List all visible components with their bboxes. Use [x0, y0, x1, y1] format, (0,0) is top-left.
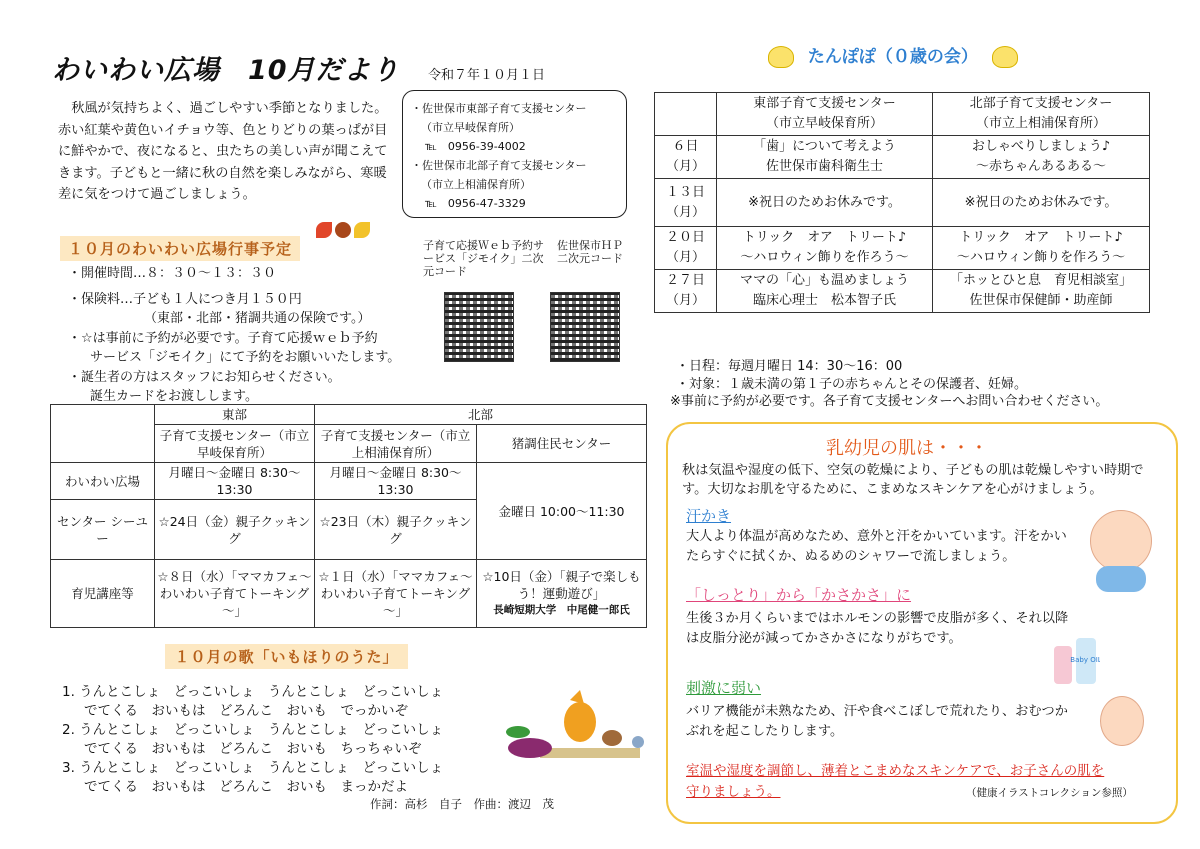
tp-col-east-sub: （市立早岐保育所）: [765, 116, 883, 131]
ichoshi-header: 猪調住民センター: [477, 425, 647, 463]
row-waiwai-label: わいわい広場: [51, 463, 155, 500]
tp-north-line2: 佐世保市保健師・助産師: [969, 293, 1113, 308]
tp-east-line1: ママの「心」も温めましょう: [739, 273, 909, 288]
song-line: でてくる おいもは どろんこ おいも でっかいぞ: [84, 703, 408, 719]
row-waiwai-north: 月曜日～金曜日 8:30～13:30: [315, 463, 477, 500]
skin-intro: 秋は気温や湿度の低下、空気の乾燥により、子どもの肌は乾燥しやすい時期です。大切なお肌を守るために、こまめなスキンケアを心がけましょう。: [682, 463, 1144, 497]
east-center-name: ・佐世保市東部子育て支援センター: [411, 102, 587, 115]
row-course-east: ☆８日（水）「ママカフェ～わいわい子育てトーキング～」: [155, 560, 315, 628]
east-center-sub: （市立早岐保育所）: [421, 121, 520, 134]
tp-east-line2: 佐世保市歯科衛生士: [765, 159, 883, 174]
skin-dryness-title: 「しっとり」から「かさかさ」に: [686, 586, 912, 604]
row-course-ichoshi-lecturer: 長崎短期大学 中尾健一郎氏: [493, 604, 630, 616]
col-east: 東部: [155, 405, 315, 425]
fox-sweet-potato-illustration: [500, 690, 650, 774]
song-line: 1. うんとこしょ どっこいしょ うんとこしょ どっこいしょ: [62, 684, 444, 700]
tp-date: ２０日: [665, 230, 705, 245]
hp-qr-code[interactable]: [550, 292, 620, 362]
row-course-ichoshi-text: ☆10日（金）「親子で楽しもう！運動遊び」: [482, 569, 641, 601]
col-north: 北部: [315, 405, 647, 425]
tp-note: ※事前に予約が必要です。各子育て支援センターへお問い合わせください。: [670, 394, 1109, 409]
tp-north-line1: ※祝日のためお休みです。: [964, 194, 1118, 210]
event-item: ・開催時間…８：３０～１３：３０: [68, 266, 277, 281]
tp-north-line1: 「ホッとひと息 育児相談室」: [949, 273, 1132, 288]
tp-north-line2: ～赤ちゃんあるある～: [975, 159, 1106, 174]
tp-day: （月）: [665, 250, 705, 265]
event-item: 誕生カードをお渡しします。: [90, 389, 258, 404]
baby-oil-bottles-icon: [1050, 632, 1100, 690]
song-line: 2. うんとこしょ どっこいしょ うんとこしょ どっこいしょ: [62, 722, 444, 738]
table-row: [655, 270, 1150, 313]
tp-east-line1: ※祝日のためお休みです。: [748, 194, 901, 210]
north-center-sub: （市立上相浦保育所）: [421, 178, 531, 191]
event-item: （東部・北部・猪調共通の保険です。）: [144, 311, 371, 326]
row-course-ichoshi: [477, 560, 647, 628]
tp-col-east-name: 東部子育て支援センター: [753, 96, 896, 111]
skin-heading: 乳幼児の肌は・・・: [826, 438, 988, 459]
chick-icon: [768, 46, 794, 68]
row-waiwai-east: 月曜日～金曜日 8:30～13:30: [155, 463, 315, 500]
tanpopo-heading: たんぽぽ（０歳の会）: [807, 47, 978, 67]
table-row: [655, 179, 1150, 227]
tp-north-line1: おしゃべりしましょう♪: [971, 139, 1111, 154]
autumn-leaves-icon: [316, 222, 373, 242]
tp-col-north: [933, 93, 1150, 136]
jimoiku-qr-code[interactable]: [444, 292, 514, 362]
tp-east-line1: トリック オア トリート♪: [742, 230, 907, 245]
skin-sweat-title: 汗かき: [686, 507, 732, 525]
tp-col-north-sub: （市立上相浦保育所）: [975, 116, 1106, 131]
song-line: でてくる おいもは どろんこ おいも ちっちゃいぞ: [84, 741, 422, 757]
crying-baby-illustration: [1100, 696, 1144, 746]
event-item: ・☆は事前に予約が必要です。子育て応援ｗｅｂ予約: [68, 330, 378, 346]
skin-sensitive-title: 刺激に弱い: [686, 679, 762, 697]
tp-day: （月）: [665, 204, 705, 220]
contact-box: [402, 90, 627, 218]
tp-col-east: [717, 93, 933, 136]
tp-note: ・対象：１歳未満の第１子の赤ちゃんとその保護者、妊婦。: [676, 376, 1028, 392]
row-seeyou-east: ☆24日（金）親子クッキング: [155, 500, 315, 560]
tp-note: ・日程：毎週月曜日 14：30～16：00: [676, 359, 903, 374]
event-item: ・誕生者の方はスタッフにお知らせください。: [68, 369, 341, 385]
corner-cell: [655, 93, 717, 136]
skin-sweat-body: 大人より体温が高めなため、意外と汗をかいています。汗をかいたらすぐに拭くか、ぬるめのシャワーで流しましょう。: [686, 529, 1067, 564]
tanpopo-heading-wrap: [768, 42, 1018, 68]
page-title: わいわい広場 10月だより: [52, 55, 400, 86]
tanpopo-notes: [670, 358, 1109, 411]
row-course-north: ☆１日（水）「ママカフェ～わいわい子育てトーキング～」: [315, 560, 477, 628]
baby-clothes-shape: [1096, 566, 1146, 592]
tp-day: （月）: [665, 293, 705, 308]
event-item: サービス「ジモイク」にて予約をお願いいたします。: [90, 350, 401, 365]
song-line: でてくる おいもは どろんこ おいも まっかだよ: [84, 779, 408, 795]
tp-col-north-name: 北部子育て支援センター: [969, 96, 1113, 111]
table-row: [655, 227, 1150, 270]
tp-east-line2: ～ハロウィン飾りを作ろう～: [740, 250, 909, 265]
row-course-label: 育児講座等: [51, 560, 155, 628]
row-seeyou-north: ☆23日（木）親子クッキング: [315, 500, 477, 560]
tp-east-line1: 「歯」について考えよう: [753, 139, 896, 154]
north-center-name: ・佐世保市北部子育て支援センター: [411, 159, 587, 172]
skin-sensitive-body: バリア機能が未熟なため、汗や食べこぼしで荒れたり、おむつかぶれを起こしたりします。: [686, 704, 1068, 739]
event-item: ・保険料…子ども１人につき月１５０円: [68, 291, 302, 307]
tp-date: １３日: [665, 184, 705, 200]
row-waiwai-ichoshi: 金曜日 10:00～11:30: [477, 463, 647, 560]
baby-oil-label: Baby OIL: [1070, 656, 1100, 664]
table-row: [655, 136, 1150, 179]
tp-north-line1: トリック オア トリート♪: [959, 230, 1123, 245]
schedule-table: [50, 404, 647, 628]
corner-cell: [51, 405, 155, 463]
skin-source: （健康イラストコレクション参照）: [966, 787, 1133, 799]
song-lyrics: [62, 683, 443, 797]
issue-date: 令和７年１０月１日: [428, 68, 546, 83]
skin-dryness-body: 生後３か月くらいまではホルモンの影響で皮脂が多く、それ以降は皮脂分泌が減ってかさかさになりがちです。: [686, 611, 1069, 646]
skin-closing-message: 室温や湿度を調節し、薄着とこまめなスキンケアで、お子さんの肌を守りましょう。: [686, 763, 1105, 800]
chick-icon: [992, 46, 1018, 68]
sweating-baby-illustration: [1090, 510, 1152, 572]
hp-qr-label: 佐世保市ＨＰ二次元コード: [557, 239, 623, 265]
tanpopo-table: [654, 92, 1150, 313]
north-center-header: 子育て支援センター（市立上相浦保育所）: [315, 425, 477, 463]
song-line: 3. うんとこしょ どっこいしょ うんとこしょ どっこいしょ: [62, 760, 444, 776]
jimoiku-qr-label: 子育て応援Ｗｅｂ予約サービス「ジモイク」二次元コード: [423, 239, 544, 278]
song-credit: 作詞：高杉 自子 作曲：渡辺 茂: [370, 797, 554, 811]
tp-day: （月）: [665, 159, 705, 174]
north-center-tel: ℡ 0956-47-3329: [425, 197, 526, 210]
east-center-tel: ℡ 0956-39-4002: [425, 140, 526, 153]
events-heading: １０月のわいわい広場行事予定: [60, 236, 300, 261]
tp-east-line2: 臨床心理士 松本智子氏: [752, 293, 896, 308]
intro-paragraph: 秋風が気持ちよく、過ごしやすい季節となりました。赤い紅葉や黄色いイチョウ等、色とりどりの葉っぱが目に鮮やかで、夜になると、虫たちの美しい声が聞こえてきます。子どもと一緒に秋の自然を楽しみながら、寒暖差に気をつけて過ごしましょう。: [58, 101, 388, 202]
tp-date: ２７日: [665, 273, 705, 288]
east-center-header: 子育て支援センター（市立早岐保育所）: [155, 425, 315, 463]
events-list: [68, 264, 428, 407]
row-seeyou-label: センター シーユー: [51, 500, 155, 560]
tp-north-line2: ～ハロウィン飾りを作ろう～: [956, 250, 1126, 265]
song-heading: １０月の歌「いもほりのうた」: [165, 644, 408, 669]
tp-date: ６日: [672, 139, 699, 154]
